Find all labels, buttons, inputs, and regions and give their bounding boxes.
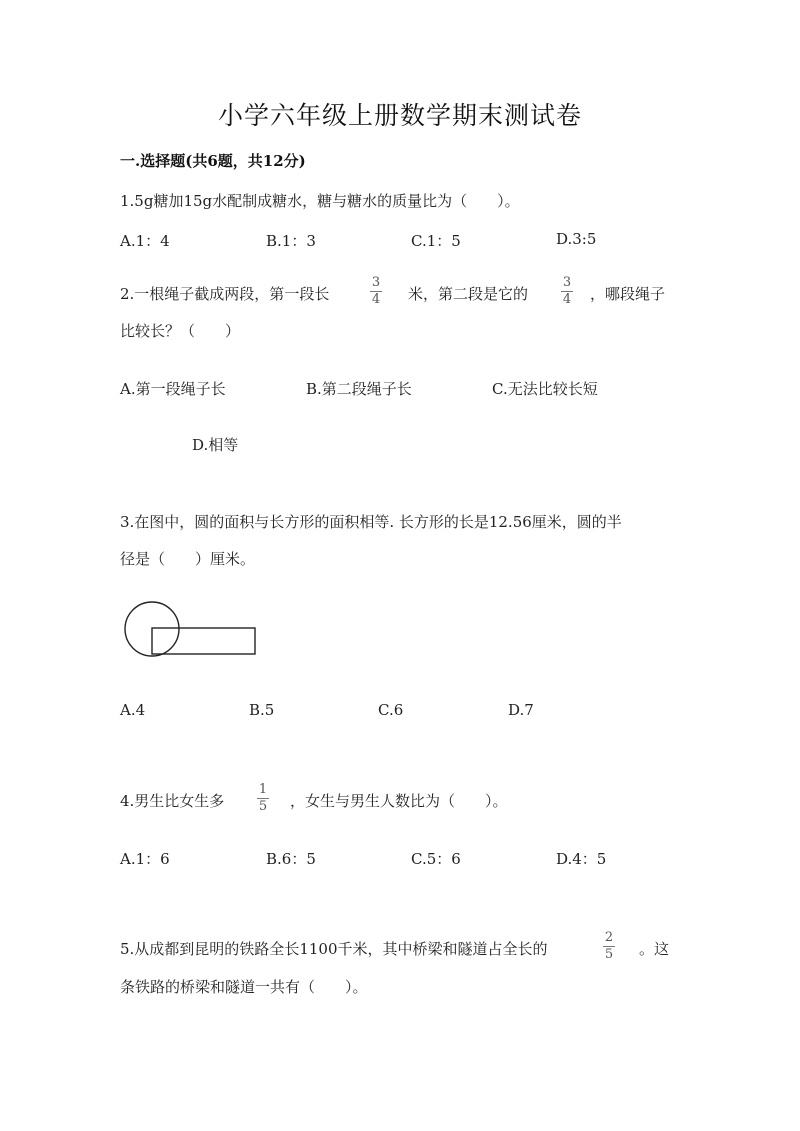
fraction-denominator: 5 [604, 947, 614, 962]
question-2-text-part3: ，哪段绳子 [590, 285, 666, 303]
question-3-text-line1: 3.在图中，圆的面积与长方形的面积相等. 长方形的长是12.56厘米，圆的半 [120, 513, 622, 531]
question-2-option-b: B.第二段绳子长 [306, 380, 412, 398]
question-5-fraction [601, 931, 617, 962]
question-2-option-a: A.第一段绳子长 [120, 380, 226, 398]
question-3-option-d: D.7 [508, 701, 534, 719]
question-4-fraction [255, 783, 271, 814]
question-1-option-a: A.1：4 [120, 232, 170, 250]
question-5-text-line2: 条铁路的桥梁和隧道一共有（ ）。 [120, 978, 368, 996]
question-1-text: 1.5g糖加15g水配制成糖水，糖与糖水的质量比为（ ）。 [120, 192, 520, 210]
question-4-text-part1: 4.男生比女生多 [120, 792, 225, 810]
question-2-text-part2: 米，第二段是它的 [408, 285, 529, 303]
question-1-option-c: C.1：5 [411, 232, 461, 250]
fraction-numerator: 3 [371, 275, 381, 290]
fraction-numerator: 3 [562, 275, 572, 290]
circle-rectangle-figure [122, 600, 262, 658]
fraction-denominator: 4 [562, 292, 572, 307]
question-2-text-line2: 比较长？（ ） [120, 322, 241, 340]
question-1-option-b: B.1：3 [266, 232, 316, 250]
question-4-option-c: C.5：6 [411, 850, 461, 868]
question-5-text-part1: 5.从成都到昆明的铁路全长1100千米，其中桥梁和隧道占全长的 [120, 940, 548, 958]
question-3-option-c: C.6 [378, 701, 404, 719]
question-4-option-a: A.1：6 [120, 850, 170, 868]
question-2-text-part1: 2.一根绳子截成两段，第一段长 [120, 285, 330, 303]
question-2-fraction-2 [559, 276, 575, 307]
section-heading: 一.选择题(共6题，共12分) [120, 152, 306, 170]
question-3-option-b: B.5 [249, 701, 275, 719]
page-title: 小学六年级上册数学期末测试卷 [217, 101, 582, 130]
question-4-text-part2: ，女生与男生人数比为（ ）。 [290, 792, 508, 810]
figure-rectangle [152, 628, 255, 654]
fraction-numerator: 2 [604, 930, 614, 945]
question-1-option-d: D.3:5 [556, 230, 597, 248]
fraction-denominator: 4 [371, 292, 381, 307]
question-2-option-c: C.无法比较长短 [492, 380, 598, 398]
question-3-option-a: A.4 [120, 701, 146, 719]
question-2-option-d: D.相等 [192, 436, 239, 454]
question-5-text-part2: 。这 [639, 940, 670, 958]
question-4-option-d: D.4：5 [556, 850, 607, 868]
fraction-numerator: 1 [258, 782, 268, 797]
question-4-option-b: B.6：5 [266, 850, 316, 868]
fraction-denominator: 5 [258, 799, 268, 814]
question-3-text-line2: 径是（ ）厘米。 [120, 550, 256, 568]
question-2-fraction-1 [368, 276, 384, 307]
